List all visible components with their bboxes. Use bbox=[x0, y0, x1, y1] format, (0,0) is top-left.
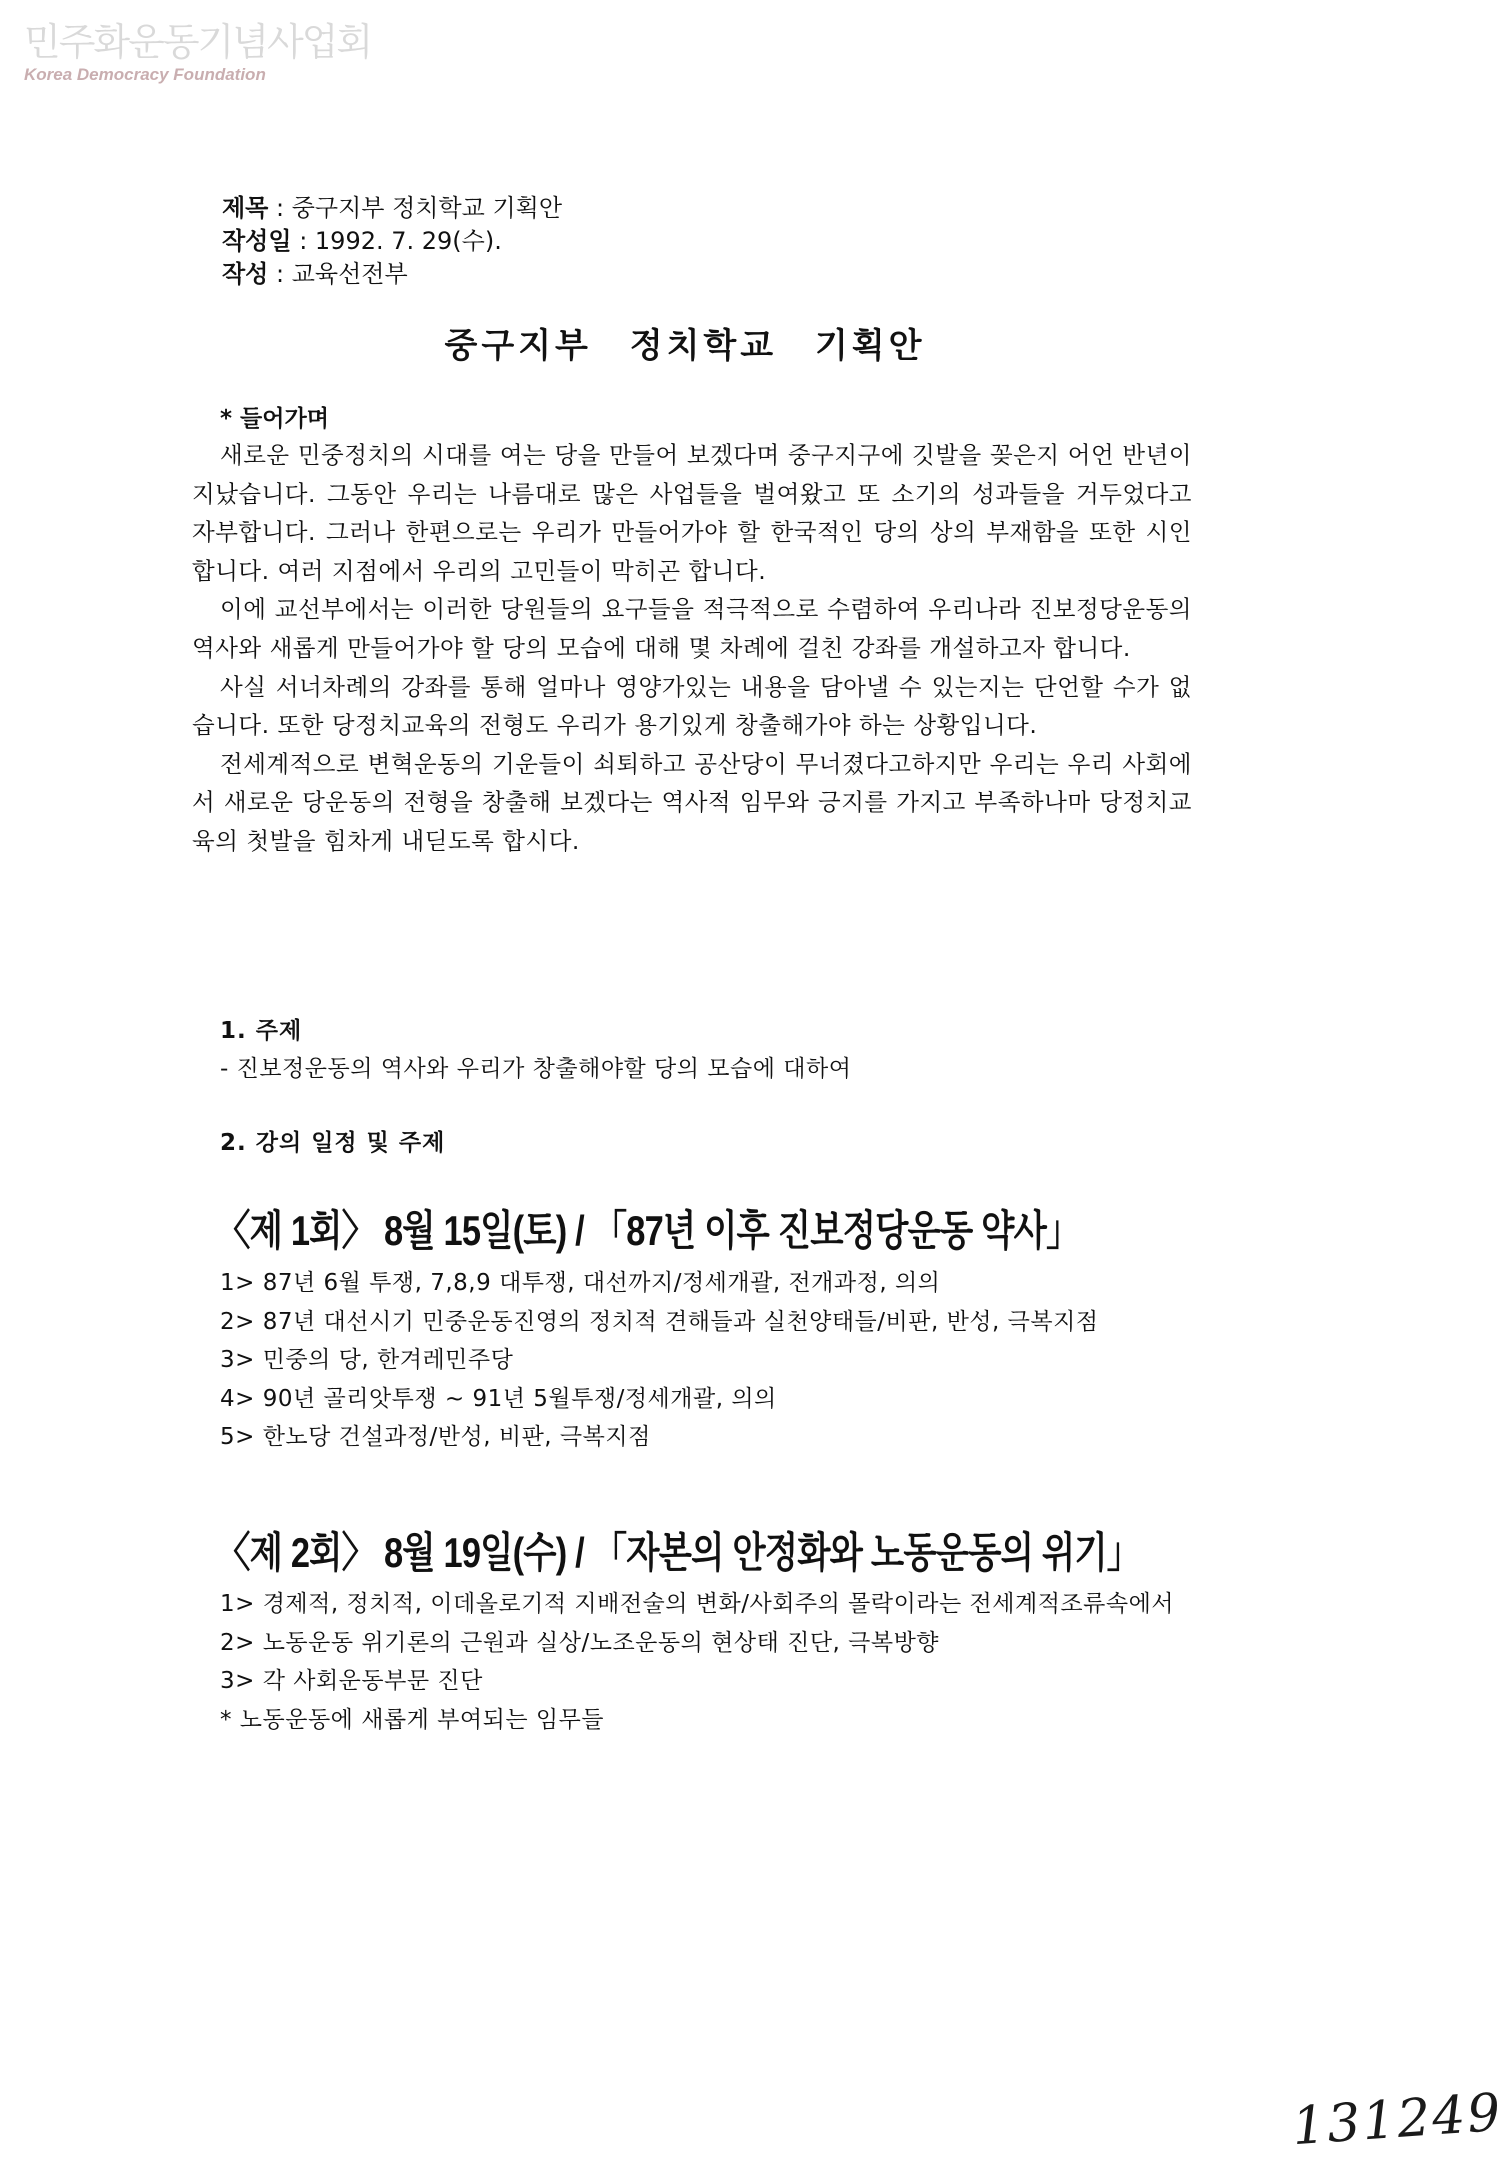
meta-subject-key: 제목 bbox=[222, 194, 269, 222]
list-item: * 노동운동에 새롭게 부여되는 임무들 bbox=[220, 1706, 605, 1733]
foundation-watermark bbox=[24, 20, 372, 86]
meta-author-value: 교육선전부 bbox=[291, 260, 408, 288]
archive-number-stamp: 131249 bbox=[1290, 2082, 1505, 2157]
meta-author-key: 작성 bbox=[222, 260, 269, 288]
list-item: 3> 민중의 당, 한겨레민주당 bbox=[220, 1347, 514, 1373]
intro-body bbox=[192, 436, 1192, 861]
intro-paragraph: 사실 서너차례의 강좌를 통해 얼마나 영양가있는 내용을 담아낼 수 있는지는 단언할 수가 없습니다. 또한 당정치교육의 전형도 우리가 용기있게 창출해가야 하는 상황입니다. bbox=[192, 672, 1192, 740]
list-item: 1> 87년 6월 투쟁, 7,8,9 대투쟁, 대선까지/정세개괄, 전개과정, 의의 bbox=[220, 1270, 941, 1296]
lecture-1-items bbox=[192, 1264, 1192, 1457]
intro-heading: * 들어가며 bbox=[220, 406, 329, 432]
document-title: 중구지부 정치학교 기획안 bbox=[444, 326, 926, 366]
watermark-english: Korea Democracy Foundation bbox=[24, 65, 266, 84]
document-meta bbox=[222, 192, 562, 291]
intro-paragraph: 이에 교선부에서는 이러한 당원들의 요구들을 적극적으로 수렴하여 우리나라 진보정당운동의 역사와 새롭게 만들어가야 할 당의 모습에 대해 몇 차례에 걸친 강좌를 개설하고자 합니다. bbox=[192, 595, 1192, 662]
meta-subject-value: 중구지부 정치학교 기획안 bbox=[291, 194, 562, 222]
section-1-heading: 1. 주제 bbox=[220, 1018, 303, 1044]
meta-date-key: 작성일 bbox=[222, 227, 292, 255]
lecture-2-items bbox=[192, 1585, 1192, 1739]
section-1-line: - 진보정운동의 역사와 우리가 창출해야할 당의 모습에 대하여 bbox=[220, 1056, 852, 1082]
meta-date-value: 1992. 7. 29(수). bbox=[314, 227, 502, 255]
section-2-heading: 2. 강의 일정 및 주제 bbox=[220, 1130, 446, 1156]
intro-paragraph: 새로운 민중정치의 시대를 여는 당을 만들어 보겠다며 중구지구에 깃발을 꽂은지 어언 반년이 지났습니다. 그동안 우리는 나름대로 많은 사업들을 벌여왔고 또 소기의 성과들을 거두었다고 자부합니다. 그러나 한편으로는 우리가 만들어가야 할 한국적인 당의 상의 부재함을 또한 시인합니다. 여러 지점에서 우리의 고민들이 막히곤 합니다. bbox=[192, 441, 1192, 585]
list-item: 2> 87년 대선시기 민중운동진영의 정치적 견해들과 실천양태들/비판, 반성, 극복지점 bbox=[220, 1308, 1099, 1335]
list-item: 4> 90년 골리앗투쟁 ~ 91년 5월투쟁/정세개괄, 의의 bbox=[220, 1385, 777, 1412]
watermark-korean: 민주화운동기념사업회 bbox=[24, 20, 372, 64]
intro-paragraph: 전세계적으로 변혁운동의 기운들이 쇠퇴하고 공산당이 무너졌다고하지만 우리는 우리 사회에서 새로운 당운동의 전형을 창출해 보겠다는 역사적 임무와 긍지를 가지고 부족하나마 당정치교육의 첫발을 힘차게 내딛도록 합시다. bbox=[192, 749, 1192, 855]
list-item: 5> 한노당 건설과정/반성, 비판, 극복지점 bbox=[220, 1424, 651, 1450]
list-item: 2> 노동운동 위기론의 근원과 실상/노조운동의 현상태 진단, 극복방향 bbox=[220, 1629, 940, 1656]
meta-date: 작성일 : 1992. 7. 29(수). bbox=[222, 227, 502, 255]
meta-subject: 제목 : 중구지부 정치학교 기획안 bbox=[222, 194, 562, 222]
lecture-2-title: 〈제 2회〉 8월 19일(수) / 「자본의 안정화와 노동운동의 위기」 bbox=[216, 1529, 1141, 1576]
list-item: 3> 각 사회운동부문 진단 bbox=[220, 1668, 483, 1694]
list-item: 1> 경제적, 정치적, 이데올로기적 지배전술의 변화/사회주의 몰락이라는 전세계적조류속에서 bbox=[220, 1591, 1175, 1617]
meta-author: 작성 : 교육선전부 bbox=[222, 260, 408, 288]
lecture-1-title: 〈제 1회〉 8월 15일(토) / 「87년 이후 진보정당운동 약사」 bbox=[216, 1207, 1080, 1254]
